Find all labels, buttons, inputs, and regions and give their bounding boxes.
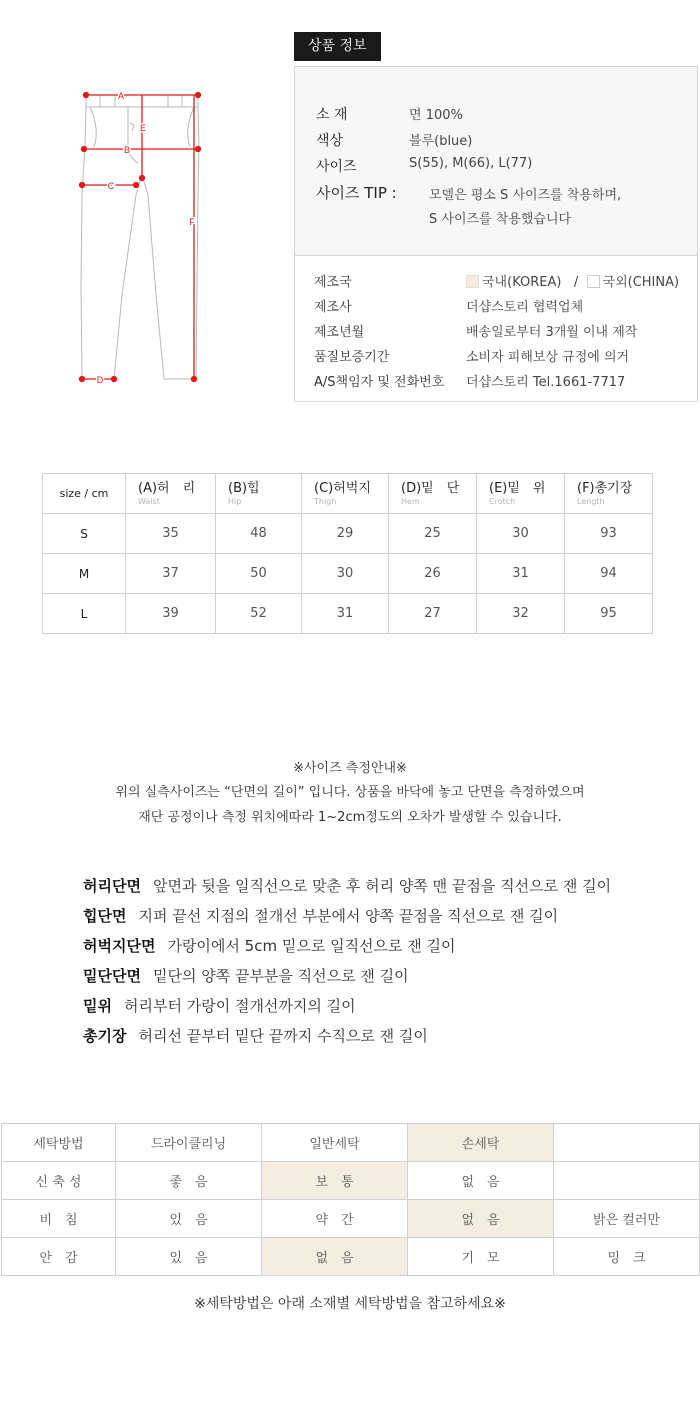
definition-term: 밑위 xyxy=(83,997,112,1015)
wash-row-label: 신 축 성 xyxy=(2,1162,116,1200)
wash-footer-note: ※세탁방법은 아래 소재별 세탁방법을 참고하세요※ xyxy=(194,1296,506,1312)
col-label: (A)허 리 xyxy=(138,481,196,496)
size-cell: 29 xyxy=(302,514,389,554)
pants-measurement-diagram xyxy=(70,85,220,390)
wash-cell-selected: 없 음 xyxy=(408,1200,554,1238)
info-value: 블루(blue) xyxy=(409,134,473,149)
info-value: S(55), M(66), L(77) xyxy=(409,156,533,171)
wash-cell: 밝은 컬러만 xyxy=(554,1200,700,1238)
size-cell: 26 xyxy=(389,554,477,594)
wash-table xyxy=(1,1123,700,1276)
col-sublabel: Hip xyxy=(228,497,242,506)
size-table-corner: size / cm xyxy=(43,474,126,514)
wash-cell: 기 모 xyxy=(408,1238,554,1276)
size-cell: 31 xyxy=(302,594,389,634)
wash-cell: 드라이클리닝 xyxy=(116,1124,262,1162)
wash-cell xyxy=(554,1162,700,1200)
size-cell: 52 xyxy=(216,594,302,634)
size-label: L xyxy=(43,594,126,634)
product-info-basic xyxy=(295,67,697,256)
legal-label: A/S책임자 및 전화번호 xyxy=(314,375,445,390)
size-label: M xyxy=(43,554,126,594)
size-col-waist xyxy=(126,474,216,514)
definition-desc: 가랑이에서 5cm 밑으로 일직선으로 잰 길이 xyxy=(167,937,456,955)
definition-desc: 허리부터 가랑이 절개선까지의 길이 xyxy=(123,997,356,1015)
wash-cell: 있 음 xyxy=(116,1238,262,1276)
size-cell: 48 xyxy=(216,514,302,554)
size-cell: 25 xyxy=(389,514,477,554)
col-label: (D)밑 단 xyxy=(401,481,460,496)
wash-cell xyxy=(554,1124,700,1162)
legal-value: 더샵스토리 협력업체 xyxy=(466,300,584,315)
measure-notice-line2: 재단 공정이나 측정 위치에따라 1~2cm정도의 오차가 발생할 수 있습니다. xyxy=(138,810,562,825)
wash-cell-selected: 없 음 xyxy=(262,1238,408,1276)
size-tip-line1: 모델은 평소 S 사이즈를 착용하며, xyxy=(429,188,622,203)
size-col-hem xyxy=(389,474,477,514)
legal-label: 품질보증기간 xyxy=(314,350,390,365)
size-cell: 30 xyxy=(302,554,389,594)
legal-value: 더샵스토리 Tel.1661-7717 xyxy=(466,375,626,390)
product-info-tab: 상품 정보 xyxy=(294,32,381,61)
definition-desc: 밑단의 양쪽 끝부분을 직선으로 잰 길이 xyxy=(152,967,409,985)
size-col-length xyxy=(565,474,653,514)
wash-cell: 좋 음 xyxy=(116,1162,262,1200)
size-table-header xyxy=(43,474,653,514)
definition-term: 밑단단면 xyxy=(83,967,141,985)
product-info-box xyxy=(294,66,698,402)
size-cell: 39 xyxy=(126,594,216,634)
wash-cell: 없 음 xyxy=(408,1162,554,1200)
size-tip-label: 사이즈 TIP : xyxy=(316,184,397,202)
wash-cell: 일반세탁 xyxy=(262,1124,408,1162)
size-col-crotch xyxy=(477,474,565,514)
definition-term: 허리단면 xyxy=(83,877,141,895)
size-cell: 35 xyxy=(126,514,216,554)
diagram-label-e: E xyxy=(139,123,147,133)
wash-row-lining xyxy=(2,1238,700,1276)
wash-row-label: 세탁방법 xyxy=(2,1124,116,1162)
country-domestic: 국내(KOREA) xyxy=(482,275,562,290)
definition-hem xyxy=(83,965,409,986)
wash-row-method xyxy=(2,1124,700,1162)
wash-cell: 있 음 xyxy=(116,1200,262,1238)
wash-cell-selected: 보 통 xyxy=(262,1162,408,1200)
wash-cell-selected: 손세탁 xyxy=(408,1124,554,1162)
legal-value: 배송일로부터 3개월 이내 제작 xyxy=(466,325,638,340)
col-label: (C)허벅지 xyxy=(314,481,371,496)
checkbox-domestic xyxy=(466,275,479,288)
diagram-label-b: B xyxy=(123,145,131,155)
legal-label: 제조년월 xyxy=(314,325,365,340)
size-table xyxy=(42,473,653,634)
legal-row-maker xyxy=(314,296,584,315)
diagram-label-f: F xyxy=(189,217,195,227)
size-cell: 30 xyxy=(477,514,565,554)
col-label: (F)총기장 xyxy=(577,481,633,496)
diagram-label-d: D xyxy=(96,375,104,385)
legal-row-country xyxy=(314,271,680,290)
wash-row-sheer xyxy=(2,1200,700,1238)
definition-rise xyxy=(83,995,356,1016)
legal-row-warranty xyxy=(314,346,630,365)
definition-term: 허벅지단면 xyxy=(83,937,156,955)
wash-cell: 약 간 xyxy=(262,1200,408,1238)
size-col-thigh xyxy=(302,474,389,514)
info-label: 색상 xyxy=(316,133,344,149)
col-sublabel: Hem xyxy=(401,497,420,506)
size-col-hip xyxy=(216,474,302,514)
size-cell: 94 xyxy=(565,554,653,594)
info-label: 소 재 xyxy=(316,107,348,123)
wash-row-label: 안 감 xyxy=(2,1238,116,1276)
wash-row-stretch xyxy=(2,1162,700,1200)
col-sublabel: Crotch xyxy=(489,497,516,506)
size-cell: 93 xyxy=(565,514,653,554)
measure-notice-title: ※사이즈 측정안내※ xyxy=(293,761,407,776)
info-label: 사이즈 xyxy=(316,159,357,175)
col-label: (B)힙 xyxy=(228,481,260,496)
col-sublabel: Length xyxy=(577,497,605,506)
checkbox-foreign xyxy=(587,275,600,288)
size-cell: 31 xyxy=(477,554,565,594)
definition-term: 총기장 xyxy=(83,1027,127,1045)
wash-cell: 밍 크 xyxy=(554,1238,700,1276)
size-row-l xyxy=(43,594,653,634)
legal-label: 제조국 xyxy=(314,275,352,290)
diagram-label-c: C xyxy=(107,181,115,191)
measure-notice-line1: 위의 실측사이즈는 “단면의 길이” 입니다. 상품을 바닥에 놓고 단면을 측정하였으며 xyxy=(115,785,585,800)
col-sublabel: Thigh xyxy=(314,497,337,506)
size-label: S xyxy=(43,514,126,554)
size-cell: 27 xyxy=(389,594,477,634)
size-tip-line2: S 사이즈를 착용했습니다 xyxy=(429,212,572,227)
country-foreign: 국외(CHINA) xyxy=(602,275,680,290)
size-cell: 50 xyxy=(216,554,302,594)
col-label: (E)밑 위 xyxy=(489,481,546,496)
size-cell: 32 xyxy=(477,594,565,634)
definition-hip xyxy=(83,905,558,926)
info-value: 면 100% xyxy=(409,108,463,123)
definition-desc: 앞면과 뒷을 일직선으로 맞춘 후 허리 양쪽 맨 끝점을 직선으로 잰 길이 xyxy=(152,877,612,895)
legal-value: 소비자 피해보상 규정에 의거 xyxy=(466,350,630,365)
legal-label: 제조사 xyxy=(314,300,352,315)
size-row-s xyxy=(43,514,653,554)
size-row-m xyxy=(43,554,653,594)
size-cell: 37 xyxy=(126,554,216,594)
definition-length xyxy=(83,1025,428,1046)
legal-row-date xyxy=(314,321,638,340)
definition-term: 힙단면 xyxy=(83,907,127,925)
wash-row-label: 비 침 xyxy=(2,1200,116,1238)
diagram-label-a: A xyxy=(117,91,125,101)
country-separator: / xyxy=(573,275,579,290)
definition-desc: 허리선 끝부터 밑단 끝까지 수직으로 잰 길이 xyxy=(138,1027,428,1045)
definition-desc: 지퍼 끝선 지점의 절개선 부분에서 양쪽 끝점을 직선으로 잰 길이 xyxy=(138,907,559,925)
definition-waist xyxy=(83,875,611,896)
measure-lines xyxy=(80,93,201,382)
legal-row-as-contact xyxy=(314,371,626,390)
definition-thigh xyxy=(83,935,456,956)
legal-value-country xyxy=(466,271,679,290)
size-cell: 95 xyxy=(565,594,653,634)
col-sublabel: Waist xyxy=(138,497,160,506)
